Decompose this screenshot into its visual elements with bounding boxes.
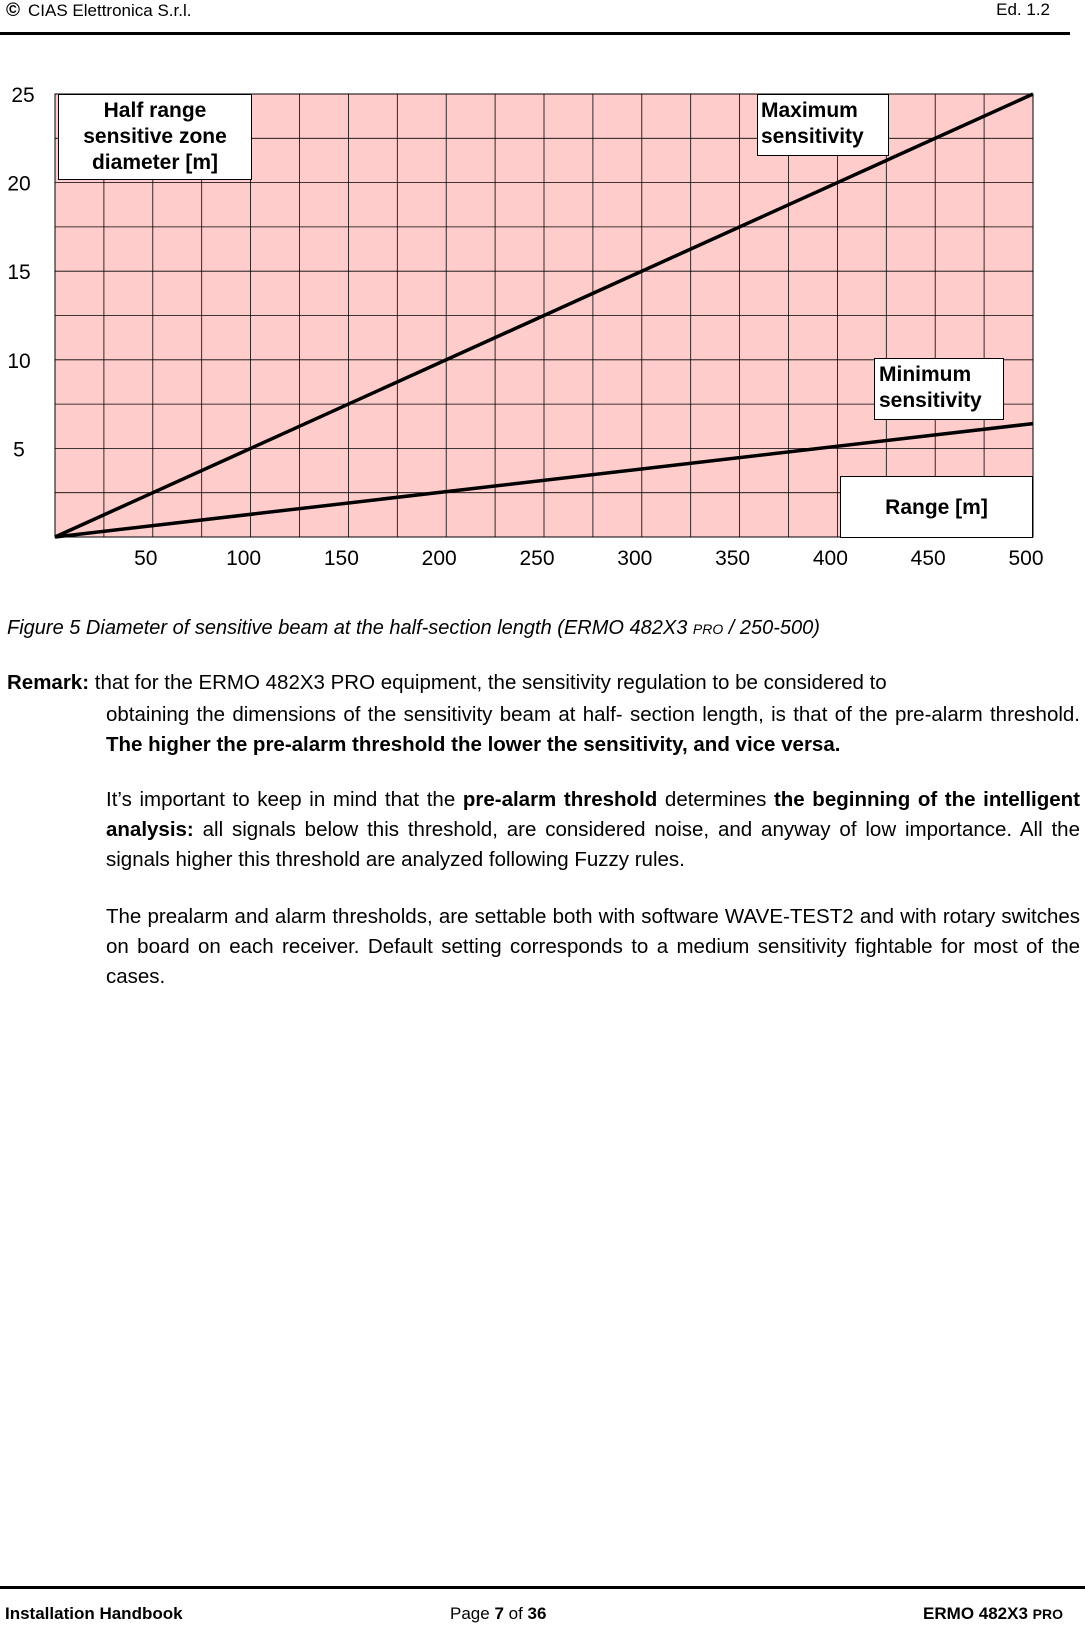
y-tick-label: 5 bbox=[13, 438, 25, 462]
ylabel-box bbox=[58, 94, 252, 180]
y-tick-label: 15 bbox=[7, 261, 31, 285]
x-tick-label: 200 bbox=[421, 547, 457, 570]
page-of: of bbox=[503, 1604, 528, 1623]
xlabel-text: Range [m] bbox=[885, 496, 988, 519]
x-tick-label: 350 bbox=[715, 547, 751, 570]
footer-page bbox=[450, 1604, 546, 1624]
x-tick-label: 300 bbox=[617, 547, 653, 570]
max-sensitivity-label bbox=[757, 94, 889, 156]
x-tick-label: 50 bbox=[134, 547, 158, 570]
max-label-line-2: sensitivity bbox=[761, 125, 864, 148]
ylabel-line-2: sensitive zone bbox=[83, 125, 227, 148]
p2-d: the beginning of the intelligent analysis: bbox=[106, 788, 1080, 841]
footer-product bbox=[923, 1604, 1063, 1624]
remark-label: Remark: bbox=[7, 671, 90, 694]
y-tick-label: 25 bbox=[11, 84, 35, 107]
page-number: 7 bbox=[494, 1604, 504, 1623]
p1-bold: The higher the pre-alarm threshold the lower the sensitivity, and vice versa. bbox=[106, 733, 841, 756]
company-name: CIAS Elettronica S.r.l. bbox=[28, 1, 192, 20]
p2-c: determines bbox=[657, 788, 774, 811]
x-tick-label: 500 bbox=[1008, 547, 1044, 570]
remark-first-line bbox=[7, 671, 887, 695]
page-prefix: Page bbox=[450, 1604, 495, 1623]
caption-end: / 250-500) bbox=[723, 617, 820, 639]
xlabel-box bbox=[840, 476, 1033, 538]
x-tick-label: 250 bbox=[519, 547, 555, 570]
min-label-line-2: sensitivity bbox=[879, 389, 982, 412]
edition: Ed. 1.2 bbox=[996, 0, 1050, 19]
product-name: ERMO 482X3 bbox=[923, 1604, 1033, 1623]
product-suffix: PRO bbox=[1032, 1606, 1063, 1622]
remark-paragraph-2 bbox=[106, 785, 1080, 875]
min-sensitivity-label bbox=[874, 358, 1004, 420]
min-label-line-1: Minimum bbox=[879, 363, 972, 386]
caption-main: Figure 5 Diameter of sensitive beam at the half-section length (ERMO 482X3 bbox=[7, 617, 693, 639]
ylabel-line-3: diameter [m] bbox=[91, 151, 219, 174]
p2-a: It’s important to keep in mind that the bbox=[106, 788, 463, 811]
copyright-icon: © bbox=[6, 0, 20, 21]
x-tick-label: 400 bbox=[812, 547, 848, 570]
x-tick-label: 100 bbox=[226, 547, 262, 570]
x-tick-label: 150 bbox=[323, 547, 359, 570]
remark-paragraph-3: The prealarm and alarm thresholds, are settable both with software WAVE-TEST2 and with rotary switches on board on each receiver. Default setting corresponds to a medium sensitivity fightable for most of the cases. bbox=[106, 905, 1080, 988]
figure-caption bbox=[7, 617, 820, 640]
remark-paragraph-1 bbox=[106, 700, 1080, 760]
page-total: 36 bbox=[527, 1604, 547, 1623]
y-tick-label: 10 bbox=[7, 349, 31, 373]
footer-handbook: Installation Handbook bbox=[5, 1604, 183, 1623]
max-label-line-1: Maximum bbox=[761, 99, 858, 122]
footer-rule bbox=[0, 1586, 1085, 1589]
p1-normal: obtaining the dimensions of the sensitivity beam at half- section length, is that of the pre-alarm threshold. bbox=[106, 703, 1080, 726]
remark-line1: that for the ERMO 482X3 PRO equipment, the sensitivity regulation to be considered to bbox=[89, 671, 887, 694]
y-tick-label: 20 bbox=[7, 172, 31, 196]
caption-small: PRO bbox=[692, 621, 724, 637]
p2-e: all signals below this threshold, are considered noise, and anyway of low importance. All the signals higher this threshold are analyzed following Fuzzy rules. bbox=[106, 818, 1080, 871]
x-tick-label: 450 bbox=[910, 547, 946, 570]
p2-b: pre-alarm threshold bbox=[462, 788, 658, 811]
ylabel-line-1: Half range bbox=[103, 99, 207, 122]
